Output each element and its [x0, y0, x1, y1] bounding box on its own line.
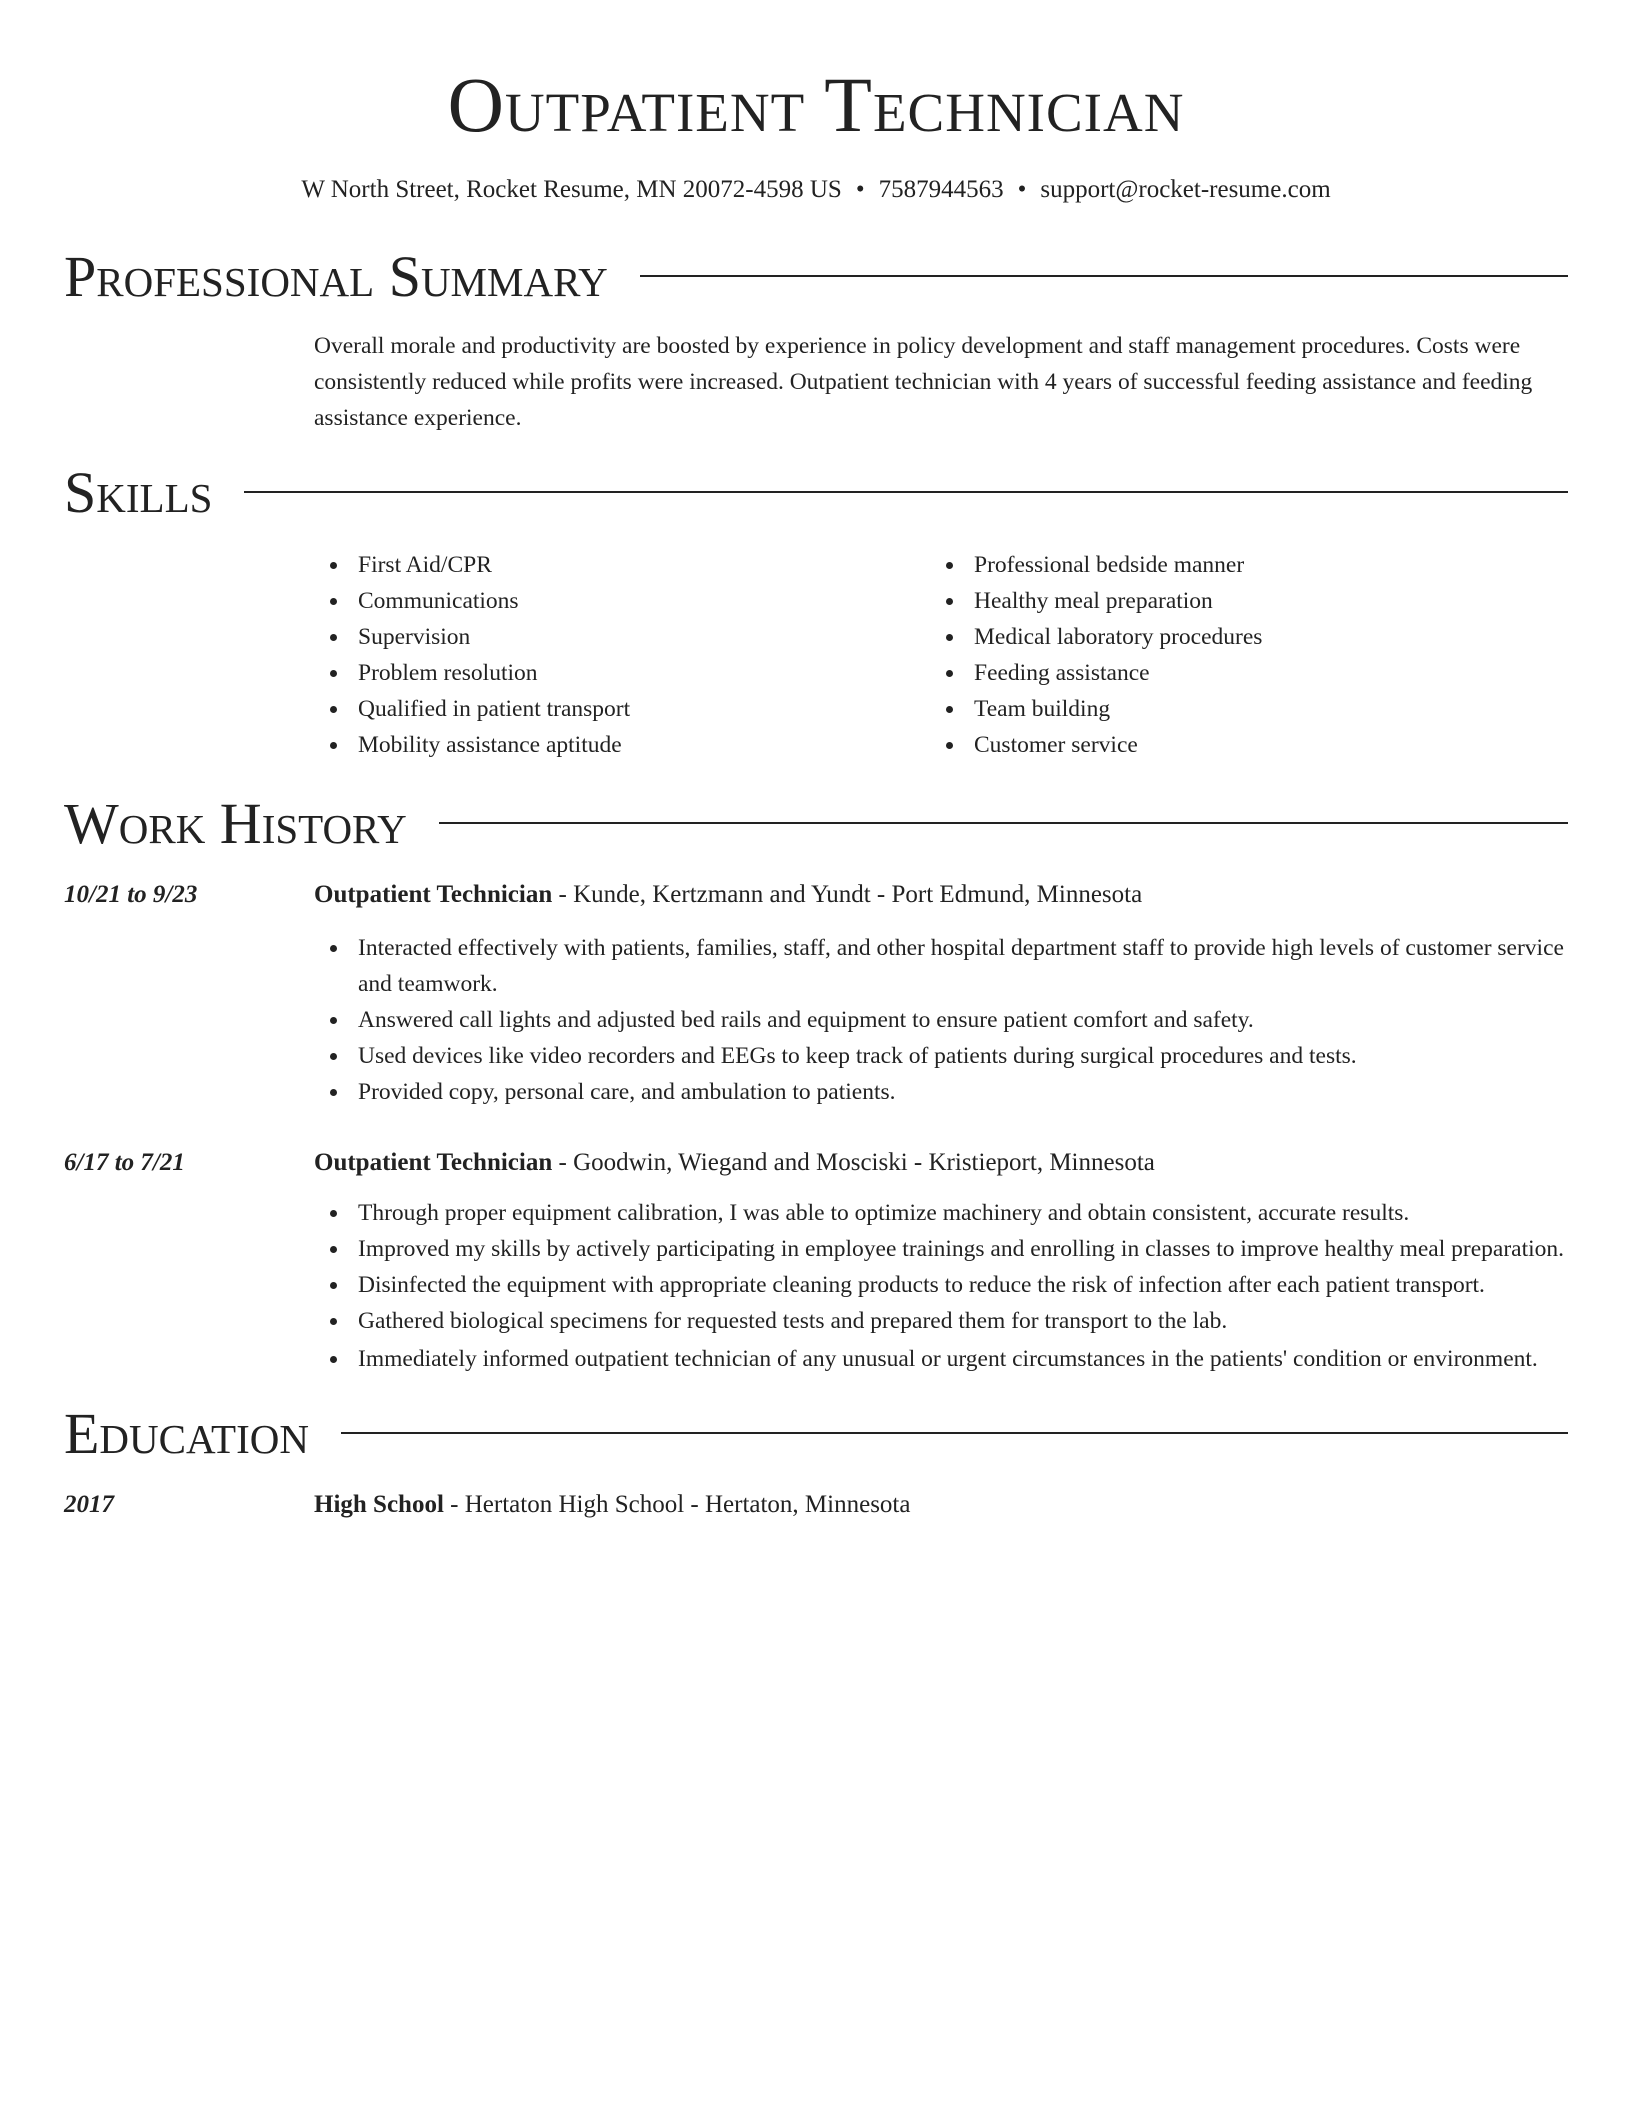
skills-column-left: [314, 547, 930, 763]
job-employer: - Kunde, Kertzmann and Yundt - Port Edmund, Minnesota: [552, 881, 1143, 908]
skill-item: Customer service: [930, 727, 1546, 763]
job-entry: [64, 877, 1568, 1110]
contact-phone: 7587944563: [878, 176, 1004, 203]
job-dates: 6/17 to 7/21: [64, 1149, 185, 1176]
job-entry: [64, 1145, 1568, 1377]
job-bullet: Gathered biological specimens for requested tests and prepared them for transport to the lab.: [314, 1303, 1568, 1339]
job-bullets: [314, 930, 1568, 1110]
job-bullet: Through proper equipment calibration, I was able to optimize machinery and obtain consistent, accurate results.: [314, 1195, 1568, 1231]
education-heading: Education: [64, 1401, 309, 1466]
summary-heading: Professional Summary: [64, 244, 608, 309]
section-divider: [341, 1432, 1568, 1434]
education-body: [314, 1487, 1568, 1523]
work-heading: Work History: [64, 791, 407, 856]
job-title: Outpatient Technician: [314, 881, 553, 908]
contact-email: support@rocket-resume.com: [1040, 176, 1331, 203]
skill-item: Supervision: [314, 619, 930, 655]
skill-item: Feeding assistance: [930, 655, 1546, 691]
job-bullet: Used devices like video recorders and EEGs to keep track of patients during surgical procedures and tests.: [314, 1038, 1568, 1074]
skills-list: [314, 547, 1568, 763]
job-bullets: [314, 1195, 1568, 1377]
education-school: - Hertaton High School - Hertaton, Minnesota: [443, 1491, 911, 1518]
skills-section-header: [64, 460, 1568, 526]
education-year: 2017: [64, 1491, 114, 1518]
summary-text: Overall morale and productivity are boosted by experience in policy development and staff management procedures. Costs were consistently reduced while profits were increased. Outpatient technician with 4 years of successful feeding assistance and feeding assistance experience.: [314, 333, 1533, 431]
section-divider: [244, 491, 1568, 493]
section-divider: [640, 275, 1568, 277]
skill-item: Qualified in patient transport: [314, 691, 930, 727]
skills-heading: Skills: [64, 460, 213, 525]
skill-item: Mobility assistance aptitude: [314, 727, 930, 763]
job-title: Outpatient Technician: [314, 1149, 553, 1176]
contact-line: [64, 174, 1568, 206]
job-employer: - Goodwin, Wiegand and Mosciski - Kristieport, Minnesota: [552, 1149, 1155, 1176]
contact-separator: •: [855, 176, 865, 203]
skill-item: Team building: [930, 691, 1546, 727]
job-dates: 10/21 to 9/23: [64, 881, 198, 908]
resume-title: Outpatient Technician: [447, 61, 1185, 148]
education-headline: [314, 1487, 1568, 1523]
skill-item: First Aid/CPR: [314, 547, 930, 583]
resume-page: [64, 0, 1568, 1523]
skill-item: Problem resolution: [314, 655, 930, 691]
work-section-header: [64, 791, 1568, 857]
job-headline: [314, 877, 1568, 913]
skill-item: Professional bedside manner: [930, 547, 1546, 583]
job-body: [314, 1145, 1568, 1377]
contact-separator: •: [1017, 176, 1027, 203]
job-bullet: Answered call lights and adjusted bed rails and equipment to ensure patient comfort and safety.: [314, 1002, 1568, 1038]
job-bullet: Improved my skills by actively participating in employee trainings and enrolling in classes to improve healthy meal preparation.: [314, 1231, 1568, 1267]
contact-address: W North Street, Rocket Resume, MN 20072-4598 US: [301, 176, 842, 203]
job-bullet: Disinfected the equipment with appropriate cleaning products to reduce the risk of infection after each patient transport.: [314, 1267, 1568, 1303]
job-headline: [314, 1145, 1568, 1181]
education-section-header: [64, 1401, 1568, 1467]
skill-item: Healthy meal preparation: [930, 583, 1546, 619]
job-bullet: Interacted effectively with patients, families, staff, and other hospital department staff to provide high levels of customer service and teamwork.: [314, 930, 1568, 1002]
section-divider: [439, 822, 1568, 824]
job-body: [314, 877, 1568, 1110]
summary-section-header: [64, 244, 1568, 310]
job-bullet: Provided copy, personal care, and ambulation to patients.: [314, 1074, 1568, 1110]
skills-column-right: [930, 547, 1546, 763]
education-degree: High School: [314, 1491, 444, 1518]
skill-item: Communications: [314, 583, 930, 619]
job-bullet: Immediately informed outpatient technician of any unusual or urgent circumstances in the patients' condition or environment.: [314, 1341, 1568, 1377]
education-entry: [64, 1487, 1568, 1523]
skill-item: Medical laboratory procedures: [930, 619, 1546, 655]
